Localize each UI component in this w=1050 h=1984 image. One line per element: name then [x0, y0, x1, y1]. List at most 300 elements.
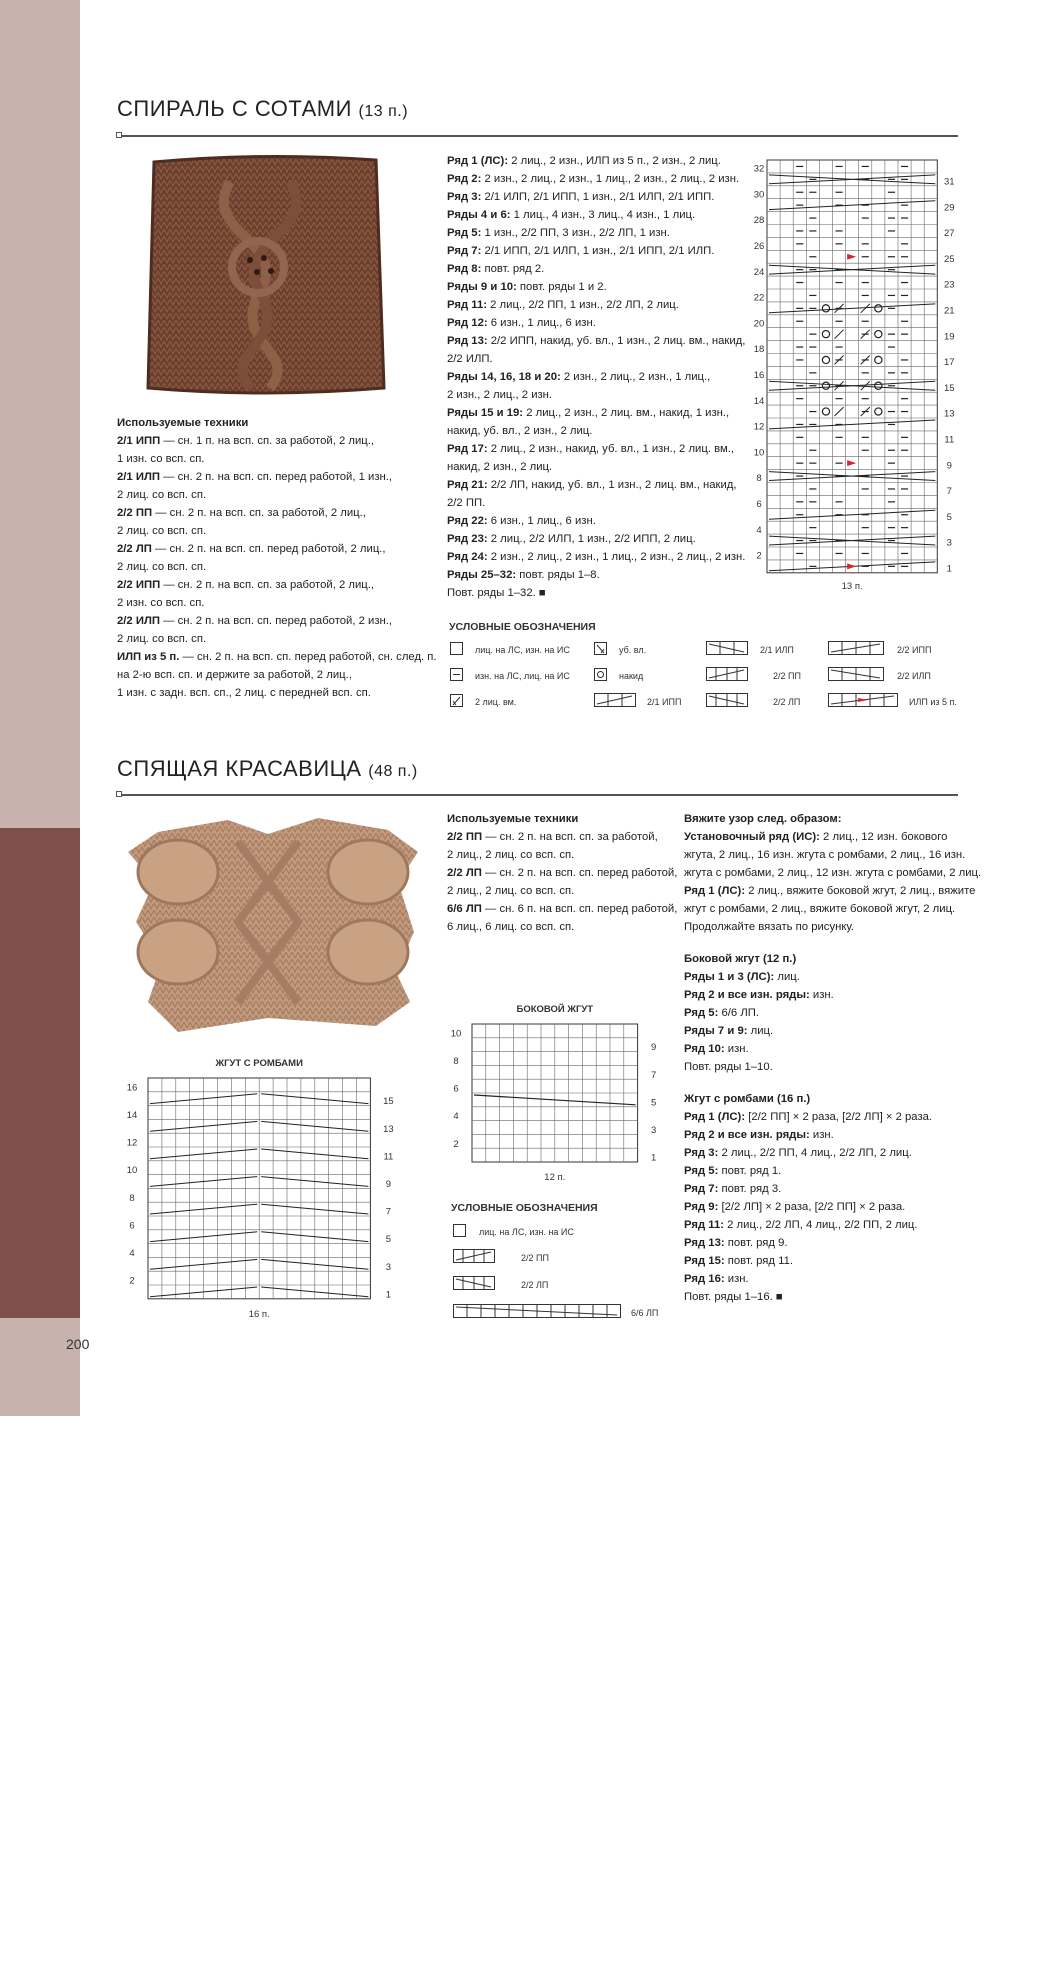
term: Ряд 1 (ЛС):: [684, 885, 746, 897]
description: 1 лиц., 4 изн., 3 лиц., 4 изн., 1 лиц.: [510, 209, 696, 221]
section2-stitch-count: (48 п.): [368, 763, 418, 780]
section1-title: [117, 96, 408, 122]
description: 1 изн. со всп. сп.: [117, 453, 205, 465]
text-line: [447, 170, 745, 188]
description: повт. ряд 9.: [724, 1237, 788, 1249]
legend-label: лиц. на ЛС, изн. на ИС: [475, 645, 570, 655]
description: 2 лиц., 2 изн., 2 лиц. вм., накид, 1 изн.,: [523, 407, 730, 419]
term: Ряд 16:: [684, 1273, 725, 1285]
row-number: 18: [753, 344, 765, 356]
text-line: [447, 332, 745, 350]
legend-label: 2/2 ПП: [521, 1253, 549, 1263]
row-number: 7: [650, 1069, 657, 1081]
text-line: [684, 1198, 981, 1216]
side-cable-chart: [440, 996, 670, 1191]
row-number: 4: [756, 524, 762, 536]
description: — сн. 2 п. на всп. сп. за работой, 2 лиц.,: [152, 507, 366, 519]
description: 2/2 ПП.: [447, 497, 486, 509]
row-number: 10: [753, 447, 765, 459]
row-number: 28: [753, 215, 765, 227]
section1-title-text: СПИРАЛЬ С СОТАМИ: [117, 96, 352, 121]
text-line: [684, 1252, 981, 1270]
row-number: 9: [650, 1042, 657, 1054]
text-line: [117, 504, 437, 522]
text-line: [117, 432, 437, 450]
section1-rule: [120, 135, 958, 137]
term: Ряд 24:: [447, 551, 488, 563]
description: — сн. 2 п. на всп. сп. за работой, 2 лиц.,: [160, 579, 375, 591]
row-number: 2: [129, 1275, 135, 1287]
term: Ряд 3:: [447, 191, 482, 203]
term: ИЛП из 5 п.: [117, 651, 180, 663]
row-number: 6: [453, 1083, 459, 1095]
row-number: 13: [383, 1123, 394, 1135]
text-line: [447, 152, 745, 170]
text-line: [684, 1144, 981, 1162]
term: 2/1 ИЛП: [117, 471, 161, 483]
term: Ряды 7 и 9:: [684, 1025, 748, 1037]
description: изн.: [724, 1273, 749, 1285]
text-line: [447, 206, 745, 224]
description: 2/1 ИПП, 2/1 ИЛП, 1 изн., 2/1 ИПП, 2/1 ИЛП.: [481, 245, 715, 257]
section2-title: [117, 756, 418, 782]
text-line: [684, 1108, 981, 1126]
text-line: [447, 494, 745, 512]
text-line: [117, 594, 437, 612]
legend-label: 2/2 ЛП: [521, 1280, 549, 1290]
row-number: 8: [756, 473, 762, 485]
description: 2 лиц., 2 лиц. со всп. сп.: [447, 885, 575, 897]
description: повт. ряд 1.: [718, 1165, 782, 1177]
side-cable-heading: Боковой жгут (12 п.): [684, 953, 797, 965]
description: 2/2 ИЛП.: [447, 353, 493, 365]
description: — сн. 2 п. на всп. сп. перед работой, сн. след. п.: [179, 651, 437, 663]
chart-width-label: 13 п.: [841, 580, 863, 592]
chart-width-label: 16 п.: [248, 1308, 270, 1320]
term: Ряд 2:: [447, 173, 482, 185]
term: 2/2 ПП: [117, 507, 153, 519]
text-line: [447, 476, 745, 494]
text-line: [447, 224, 745, 242]
term: Ряд 17:: [447, 443, 488, 455]
description: — сн. 2 п. на всп. сп. перед работой,: [481, 867, 678, 879]
section1-legend: [447, 618, 967, 718]
description: — сн. 2 п. на всп. сп. перед работой, 2 изн.,: [160, 615, 393, 627]
legend-label: 6/6 ЛП: [631, 1308, 659, 1318]
text-line: [684, 968, 981, 986]
text-line: [684, 1234, 981, 1252]
row-number: 11: [383, 1151, 394, 1163]
description: 2 изн., 2 лиц., 2 изн., 1 лиц.,: [560, 371, 711, 383]
diamond-heading: Жгут с ромбами (16 п.): [684, 1093, 811, 1105]
legend-label: 2/1 ИПП: [647, 697, 682, 707]
text-line: [447, 368, 745, 386]
term: Ряды 9 и 10:: [447, 281, 517, 293]
legend-label: 2/2 ИПП: [897, 645, 932, 655]
legend-label: изн. на ЛС, лиц. на ИС: [475, 671, 570, 681]
term: Ряд 2 и все изн. ряды:: [684, 1129, 810, 1141]
text-line: [447, 386, 745, 404]
knit-symbol: [450, 642, 463, 655]
description: 2 лиц. со всп. сп.: [117, 489, 207, 501]
description: 6 изн., 1 лиц., 6 изн.: [487, 317, 596, 329]
text-line: [684, 1022, 981, 1040]
description: накид, уб. вл., 2 изн., 2 лиц.: [447, 425, 593, 437]
description: повт. ряды 1–8.: [516, 569, 600, 581]
text-line: [447, 440, 745, 458]
description: — сн. 2 п. на всп. сп. перед работой, 1 изн.,: [160, 471, 393, 483]
description: 2 лиц., 2/2 ИЛП, 1 изн., 2/2 ИПП, 2 лиц.: [487, 533, 696, 545]
text-line: [117, 558, 437, 576]
chapter-label: ГЛАВА 3 • ЖГУТЫ: [31, 1822, 49, 1984]
term: 2/1 ИПП: [117, 435, 161, 447]
section2-title-text: СПЯЩАЯ КРАСАВИЦА: [117, 756, 362, 781]
text-line: [117, 540, 437, 558]
row-number: 22: [753, 292, 765, 304]
row-number: 32: [753, 163, 765, 175]
term: 2/2 ЛП: [447, 867, 482, 879]
purl-symbol: [450, 668, 463, 681]
description: лиц.: [774, 971, 800, 983]
row-number: 15: [383, 1096, 394, 1108]
term: 6/6 ЛП: [447, 903, 482, 915]
row-number: 12: [753, 421, 765, 433]
row-number: 27: [944, 228, 955, 240]
row-number: 11: [944, 434, 955, 446]
row-number: 14: [126, 1110, 138, 1122]
row-number: 4: [453, 1111, 459, 1123]
row-number: 19: [944, 331, 955, 343]
term: 2/2 ЛП: [117, 543, 152, 555]
text-line: [117, 684, 437, 702]
description: 2 изн., 2 лиц., 2 изн.: [447, 389, 553, 401]
row-number: 5: [946, 511, 952, 523]
row-number: 23: [944, 279, 955, 291]
term: Ряд 7:: [684, 1183, 719, 1195]
text-line: [447, 864, 677, 882]
description: 6 изн., 1 лиц., 6 изн.: [487, 515, 596, 527]
text-line: [447, 350, 745, 368]
description: изн.: [724, 1043, 749, 1055]
description: 2 лиц., 2/2 ЛП, 4 лиц., 2/2 ПП, 2 лиц.: [724, 1219, 918, 1231]
legend-label: 2/2 ПП: [773, 671, 801, 681]
description: лиц.: [747, 1025, 774, 1037]
term: Ряд 11:: [684, 1219, 724, 1231]
description: повт. ряд 2.: [481, 263, 545, 275]
description: Повт. ряды 1–10.: [684, 1061, 773, 1073]
text-line: [684, 1040, 981, 1058]
text-line: [684, 1058, 981, 1076]
text-line: [684, 900, 981, 918]
knit-symbol: [453, 1224, 466, 1237]
description: повт. ряд 3.: [718, 1183, 782, 1195]
term: Ряды 25–32:: [447, 569, 517, 581]
text-line: [447, 242, 745, 260]
text-line: [447, 882, 677, 900]
term: 2/2 ПП: [447, 831, 483, 843]
text-line: [684, 1126, 981, 1144]
text-line: [447, 566, 745, 584]
description: повт. ряд 11.: [724, 1255, 793, 1267]
text-line: [684, 1270, 981, 1288]
text-line: [117, 486, 437, 504]
text-line: [117, 666, 437, 684]
description: Продолжайте вязать по рисунку.: [684, 921, 855, 933]
description: 2 лиц., 12 изн. бокового: [819, 831, 948, 843]
term: Ряд 15:: [684, 1255, 725, 1267]
description: 2 изн., 2 лиц., 2 изн., 1 лиц., 2 изн., 2 лиц., 2 изн.: [481, 173, 740, 185]
section2-instructions: [684, 810, 981, 1306]
row-number: 8: [453, 1056, 459, 1068]
section2-rule: [120, 794, 958, 796]
text-line: [117, 450, 437, 468]
text-line: [447, 548, 745, 566]
term: Ряд 10:: [684, 1043, 725, 1055]
instructions-heading: Вяжите узор след. образом:: [684, 813, 842, 825]
description: 2 лиц., вяжите боковой жгут, 2 лиц., вяжите: [745, 885, 976, 897]
row-number: 7: [385, 1206, 392, 1218]
text-line: [684, 1180, 981, 1198]
term: Ряды 14, 16, 18 и 20:: [447, 371, 561, 383]
cable-2-2-rc-symbol: [706, 667, 748, 681]
description: 2 лиц. со всп. сп.: [117, 633, 207, 645]
description: 2 лиц., 2/2 ПП, 4 лиц., 2/2 ЛП, 2 лиц.: [718, 1147, 912, 1159]
cable-2-2-lc-symbol: [453, 1276, 495, 1290]
text-line: [447, 584, 745, 602]
text-line: [684, 1162, 981, 1180]
row-number: 15: [944, 382, 955, 394]
cable-2-2-rc-symbol: [453, 1249, 495, 1263]
text-line: [447, 278, 745, 296]
row-number: 25: [944, 253, 955, 265]
text-line: [447, 918, 677, 936]
legend-heading: УСЛОВНЫЕ ОБОЗНАЧЕНИЯ: [451, 1202, 598, 1214]
term: Установочный ряд (ИС):: [684, 831, 820, 843]
description: — сн. 2 п. на всп. сп. за работой,: [482, 831, 658, 843]
term: Ряды 1 и 3 (ЛС):: [684, 971, 775, 983]
text-line: [684, 1216, 981, 1234]
term: Ряд 21:: [447, 479, 488, 491]
term: Ряд 1 (ЛС):: [447, 155, 509, 167]
row-number: 8: [129, 1192, 135, 1204]
description: жгут с ромбами, 2 лиц., вяжите боковой жгут, 2 лиц.: [684, 903, 956, 915]
row-number: 30: [753, 189, 765, 201]
term: Ряд 8:: [447, 263, 482, 275]
section2-rule-marker: [116, 791, 122, 797]
text-line: [117, 630, 437, 648]
section2-techniques: [447, 810, 677, 936]
description: 2/1 ИЛП, 2/1 ИПП, 1 изн., 2/1 ИЛП, 2/1 ИПП.: [481, 191, 715, 203]
term: Ряд 12:: [447, 317, 488, 329]
row-number: 16: [126, 1082, 138, 1094]
term: 2/2 ИПП: [117, 579, 161, 591]
description: 2 лиц., 2 лиц. со всп. сп.: [447, 849, 575, 861]
description: — сн. 6 п. на всп. сп. перед работой,: [481, 903, 678, 915]
legend-label: уб. вл.: [619, 645, 647, 655]
term: Ряд 22:: [447, 515, 488, 527]
text-line: [117, 522, 437, 540]
text-line: [117, 612, 437, 630]
text-line: [684, 986, 981, 1004]
term: Ряд 2 и все изн. ряды:: [684, 989, 810, 1001]
term: Ряд 11:: [447, 299, 487, 311]
techniques-heading: Используемые техники: [117, 417, 249, 429]
description: 6 лиц., 6 лиц. со всп. сп.: [447, 921, 575, 933]
row-number: 9: [385, 1179, 392, 1191]
row-number: 1: [650, 1152, 657, 1164]
term: Ряды 15 и 19:: [447, 407, 524, 419]
description: 2 лиц., 2 изн., ИЛП из 5 п., 2 изн., 2 лиц.: [508, 155, 721, 167]
text-line: [447, 404, 745, 422]
legend-label: 2/2 ИЛП: [897, 671, 931, 681]
row-number: 16: [753, 370, 765, 382]
row-number: 21: [944, 305, 955, 317]
row-number: 2: [756, 550, 762, 562]
description: 2 лиц. со всп. сп.: [117, 525, 207, 537]
row-number: 3: [385, 1261, 392, 1273]
description: 6/6 ЛП.: [718, 1007, 759, 1019]
description: 1 изн. с задн. всп. сп., 2 лиц. с передней всп. сп.: [117, 687, 371, 699]
term: Ряд 1 (ЛС):: [684, 1111, 746, 1123]
description: Повт. ряды 1–16. ■: [684, 1291, 783, 1303]
term: Ряд 5:: [684, 1165, 719, 1177]
row-number: 3: [650, 1125, 657, 1137]
row-number: 12: [126, 1137, 138, 1149]
section2-legend: [451, 1196, 671, 1326]
text-line: [684, 1004, 981, 1022]
chart-title: ЖГУТ С РОМБАМИ: [215, 1058, 303, 1069]
row-number: 31: [944, 176, 955, 188]
cable-2-1-rpc-symbol: [594, 693, 636, 707]
description: Повт. ряды 1–32. ■: [447, 587, 546, 599]
text-line: [447, 458, 745, 476]
techniques-heading: Используемые техники: [447, 813, 579, 825]
description: изн.: [809, 989, 834, 1001]
section1-techniques: [117, 414, 437, 702]
row-number: 14: [753, 395, 765, 407]
cable-2-2-lpc-symbol: [828, 667, 884, 681]
description: 2/2 ЛП, накид, уб. вл., 1 изн., 2 лиц. вм., накид,: [487, 479, 737, 491]
text-line: [447, 422, 745, 440]
text-line: [684, 882, 981, 900]
chart-title: БОКОВОЙ ЖГУТ: [516, 1004, 594, 1015]
text-line: [447, 260, 745, 278]
term: Ряд 3:: [684, 1147, 719, 1159]
term: 2/2 ИЛП: [117, 615, 161, 627]
page-number: 200: [66, 1336, 90, 1352]
row-number: 20: [753, 318, 765, 330]
row-number: 5: [650, 1097, 657, 1109]
row-number: 5: [385, 1234, 392, 1246]
text-line: [447, 846, 677, 864]
description: повт. ряды 1 и 2.: [516, 281, 607, 293]
row-number: 4: [129, 1248, 135, 1260]
legend-label: накид: [619, 671, 644, 681]
row-number: 6: [129, 1220, 135, 1232]
section1-chart: [745, 155, 960, 600]
row-number: 10: [126, 1165, 138, 1177]
description: 2 лиц., 2 изн., накид, уб. вл., 1 изн., 2 лиц. вм.,: [487, 443, 735, 455]
description: [2/2 ЛП] × 2 раза, [2/2 ПП] × 2 раза.: [718, 1201, 906, 1213]
description: на 2-ю всп. сп. и держите за работой, 2 лиц.,: [117, 669, 352, 681]
term: Ряды 4 и 6:: [447, 209, 511, 221]
row-number: 2: [453, 1138, 459, 1150]
description: 2/2 ИПП, накид, уб. вл., 1 изн., 2 лиц. вм., накид,: [487, 335, 746, 347]
row-number: 24: [753, 266, 765, 278]
description: — сн. 1 п. на всп. сп. за работой, 2 лиц.,: [160, 435, 375, 447]
row-number: 7: [946, 486, 952, 498]
row-number: 29: [944, 202, 955, 214]
text-line: [447, 296, 745, 314]
row-number: 17: [944, 357, 955, 369]
section1-rule-marker: [116, 132, 122, 138]
row-number: 10: [450, 1028, 462, 1040]
text-line: [447, 188, 745, 206]
text-line: [447, 828, 677, 846]
legend-label: 2/2 ЛП: [773, 697, 801, 707]
diamond-chart: [118, 1052, 418, 1329]
row-number: 6: [756, 499, 762, 511]
cable-2-2-rpc-symbol: [828, 641, 884, 655]
term: Ряд 13:: [447, 335, 488, 347]
row-number: 26: [753, 241, 765, 253]
swatch2-photo: [118, 812, 430, 1044]
description: изн.: [809, 1129, 834, 1141]
chart-width-label: 12 п.: [544, 1172, 566, 1183]
description: накид, 2 изн., 2 лиц.: [447, 461, 553, 473]
cable-5-st-symbol: [828, 693, 898, 707]
term: Ряд 23:: [447, 533, 488, 545]
term: Ряд 13:: [684, 1237, 725, 1249]
description: 2 изн., 2 лиц., 2 изн., 1 лиц., 2 изн., 2 лиц., 2 изн.: [487, 551, 746, 563]
row-number: 9: [946, 460, 952, 472]
term: Ряд 7:: [447, 245, 482, 257]
text-line: [447, 530, 745, 548]
description: — сн. 2 п. на всп. сп. перед работой, 2 лиц.,: [151, 543, 386, 555]
legend-label: ИЛП из 5 п.: [909, 697, 957, 707]
cable-6-6-lc-symbol: [453, 1304, 621, 1318]
text-line: [117, 648, 437, 666]
term: Ряд 9:: [684, 1201, 719, 1213]
text-line: [117, 576, 437, 594]
description: 2 изн. со всп. сп.: [117, 597, 205, 609]
text-line: [117, 468, 437, 486]
row-number: 1: [385, 1289, 392, 1301]
description: жгута с ромбами, 2 лиц., 12 изн. жгута с ромбами, 2 лиц.: [684, 867, 982, 879]
section1-rows: [447, 152, 745, 602]
yarn-over-symbol: [594, 668, 607, 681]
ssk-symbol: [594, 642, 607, 655]
text-line: [447, 512, 745, 530]
cable-2-2-lc-symbol: [706, 693, 748, 707]
legend-label: лиц. на ЛС, изн. на ИС: [479, 1227, 574, 1237]
legend-label: 2 лиц. вм.: [475, 697, 517, 707]
row-number: 13: [944, 408, 955, 420]
swatch1-photo: [140, 152, 390, 400]
row-number: 3: [946, 537, 952, 549]
text-line: [684, 846, 981, 864]
term: Ряд 5:: [684, 1007, 719, 1019]
text-line: [684, 828, 981, 846]
description: 2 лиц., 2/2 ПП, 1 изн., 2/2 ЛП, 2 лиц.: [487, 299, 679, 311]
description: [2/2 ПП] × 2 раза, [2/2 ЛП] × 2 раза.: [745, 1111, 933, 1123]
row-number: 1: [946, 563, 952, 575]
text-line: [447, 314, 745, 332]
legend-label: 2/1 ИЛП: [760, 645, 794, 655]
section1-stitch-count: (13 п.): [358, 103, 409, 120]
description: жгута, 2 лиц., 16 изн. жгута с ромбами, 2 лиц., 16 изн.: [684, 849, 966, 861]
cable-2-1-lpc-symbol: [706, 641, 748, 655]
